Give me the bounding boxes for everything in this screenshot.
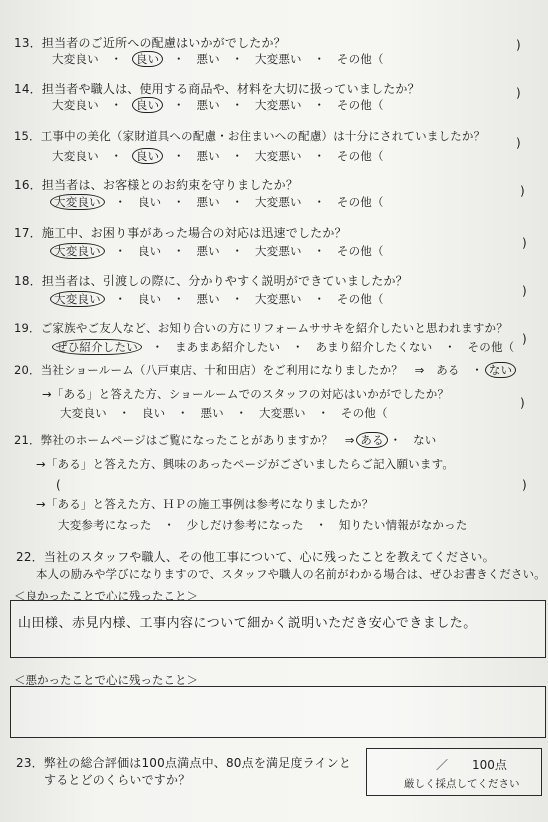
question-16: 16．担当者は、お客様とのお約束を守りましたか？ xyxy=(14,178,299,192)
option-bad[interactable]: 悪い xyxy=(196,244,220,258)
question-20: 20．当社ショールーム（八戸東店、十和田店）をご利用になりましたか？ ⇒ ある ・ ない xyxy=(14,362,514,378)
option-very-good[interactable]: 大変良い xyxy=(60,406,107,420)
question-21-sub2: →「ある」と答えた方、ＨＰの施工事例は参考になりましたか？ xyxy=(36,497,374,511)
option-bad[interactable]: 悪い xyxy=(200,406,224,420)
option-good[interactable]: 良い xyxy=(141,406,166,420)
good-label: ＜良かったことで心に残ったこと＞ xyxy=(14,589,198,603)
option-other[interactable]: その他（ xyxy=(336,98,384,112)
option-good[interactable]: 良い xyxy=(137,244,162,258)
option-definitely-recommend-circled[interactable]: ぜひ紹介したい xyxy=(52,339,142,355)
option-very-good[interactable]: 大変良い xyxy=(52,98,99,112)
option-other[interactable]: その他（ xyxy=(340,406,388,420)
option-somewhat-recommend[interactable]: まあまあ紹介したい xyxy=(175,340,281,354)
answer-yes-circled[interactable]: ある xyxy=(356,432,387,448)
option-good-circled[interactable]: 良い xyxy=(132,51,163,67)
question-17: 17．施工中、お困り事があった場合の対応は迅速でしたか？ xyxy=(14,226,347,240)
answer-no-circled[interactable]: ない xyxy=(485,362,516,378)
option-other[interactable]: その他（ xyxy=(336,195,384,209)
option-very-good-circled[interactable]: 大変良い xyxy=(50,243,105,259)
option-very-bad[interactable]: 大変悪い xyxy=(254,149,302,163)
option-bad[interactable]: 悪い xyxy=(196,52,220,66)
option-very-good-circled[interactable]: 大変良い xyxy=(50,291,105,307)
question-22-note: 本人の励みや学びになりますので、スタッフや職人の名前がわかる場合は、ぜひお書きください。 xyxy=(36,567,546,581)
paren-close: ) xyxy=(516,38,521,52)
option-very-good[interactable]: 大変良い xyxy=(52,52,99,66)
options-18: 大変良い ・ 良い ・ 悪い ・ 大変悪い ・ その他（ xyxy=(52,291,384,307)
paren-close: ) xyxy=(516,136,521,150)
options-13: 大変良い ・ 良い ・ 悪い ・ 大変悪い ・ その他（ xyxy=(52,52,384,66)
option-other[interactable]: その他（ xyxy=(336,52,384,66)
options-16: 大変良い ・ 良い ・ 悪い ・ 大変悪い ・ その他（ xyxy=(52,194,384,210)
option-very-bad[interactable]: 大変悪い xyxy=(258,406,306,420)
option-very-good[interactable]: 大変良い xyxy=(52,149,99,163)
options-17: 大変良い ・ 良い ・ 悪い ・ 大変悪い ・ その他（ xyxy=(52,243,384,259)
question-13: 13．担当者のご近所への配慮はいかがでしたか？ xyxy=(14,36,286,50)
option-very-good-circled[interactable]: 大変良い xyxy=(50,194,105,210)
option-very-helpful[interactable]: 大変参考になった xyxy=(58,518,152,532)
option-good-circled[interactable]: 良い xyxy=(132,97,163,113)
good-comment-handwritten: 山田様、赤見内様、工事内容について細かく説明いただき安心できました。 xyxy=(18,616,477,631)
option-good[interactable]: 良い xyxy=(137,195,162,209)
paren-close: ) xyxy=(522,236,527,250)
question-23: 23．弊社の総合評価は100点満点中、80点を満足度ラインと xyxy=(16,756,352,770)
score-note: 厳しく採点してください xyxy=(404,778,520,790)
question-19: 19．ご家族やご友人など、お知り合いの方にリフォームササキを紹介したいと思われますか？ xyxy=(14,321,508,335)
paren-close: ) xyxy=(520,184,525,198)
question-18: 18．担当者は、引渡しの際に、分かりやすく説明ができていましたか？ xyxy=(14,274,408,288)
paren-close: ) xyxy=(520,396,525,410)
option-bad[interactable]: 悪い xyxy=(196,195,220,209)
bad-comment-box[interactable] xyxy=(10,686,546,738)
options-20: 大変良い ・ 良い ・ 悪い ・ 大変悪い ・ その他（ xyxy=(60,406,388,420)
option-other[interactable]: その他（ xyxy=(336,244,384,258)
options-19: ぜひ紹介したい ・ まあまあ紹介したい ・ あまり紹介したくない ・ その他（ xyxy=(54,339,514,355)
option-very-bad[interactable]: 大変悪い xyxy=(254,195,302,209)
option-bad[interactable]: 悪い xyxy=(196,98,220,112)
option-no-info[interactable]: 知りたい情報がなかった xyxy=(338,518,468,532)
option-slightly-helpful[interactable]: 少しだけ参考になった xyxy=(186,518,304,532)
paren-close: ) xyxy=(522,332,527,346)
question-22: 22．当社のスタッフや職人、その他工事について、心に残ったことを教えてください。 xyxy=(16,550,495,564)
paren-open: ( xyxy=(56,478,61,492)
score-unit: ／ 100点 xyxy=(436,758,507,772)
option-very-bad[interactable]: 大変悪い xyxy=(254,292,302,306)
paren-close: ) xyxy=(522,284,527,298)
question-14: 14．担当者や職人は、使用する商品や、材料を大切に扱っていましたか？ xyxy=(14,82,420,96)
option-other[interactable]: その他（ xyxy=(336,149,384,163)
option-good-circled[interactable]: 良い xyxy=(132,148,163,164)
options-14: 大変良い ・ 良い ・ 悪い ・ 大変悪い ・ その他（ xyxy=(52,98,384,112)
bad-label: ＜悪かったことで心に残ったこと＞ xyxy=(14,673,198,687)
paren-close: ) xyxy=(516,86,521,100)
paren-close: ) xyxy=(522,478,527,492)
option-bad[interactable]: 悪い xyxy=(196,149,220,163)
options-15: 大変良い ・ 良い ・ 悪い ・ 大変悪い ・ その他（ xyxy=(52,149,384,163)
option-very-bad[interactable]: 大変悪い xyxy=(254,98,302,112)
question-23-cont: するとどのくらいですか？ xyxy=(44,773,191,787)
option-very-bad[interactable]: 大変悪い xyxy=(254,52,302,66)
question-20-sub: →「ある」と答えた方、ショールームでのスタッフの対応はいかがでしたか？ xyxy=(42,387,450,401)
option-good[interactable]: 良い xyxy=(137,292,162,306)
question-21-sub1: →「ある」と答えた方、興味のあったページがございましたらご記入願います。 xyxy=(36,457,455,471)
question-21: 21．弊社のホームページはご覧になったことがありますか？ ⇒ ある ・ ない xyxy=(14,433,437,447)
option-other[interactable]: その他（ xyxy=(467,340,515,354)
option-bad[interactable]: 悪い xyxy=(196,292,220,306)
option-very-bad[interactable]: 大変悪い xyxy=(254,244,302,258)
question-15: 15．工事中の美化（家財道具への配慮・お住まいへの配慮）は十分にされていましたか？ xyxy=(14,129,486,143)
options-21: 大変参考になった ・ 少しだけ参考になった ・ 知りたい情報がなかった xyxy=(58,518,468,532)
option-other[interactable]: その他（ xyxy=(336,292,384,306)
option-not-recommend[interactable]: あまり紹介したくない xyxy=(315,340,433,354)
